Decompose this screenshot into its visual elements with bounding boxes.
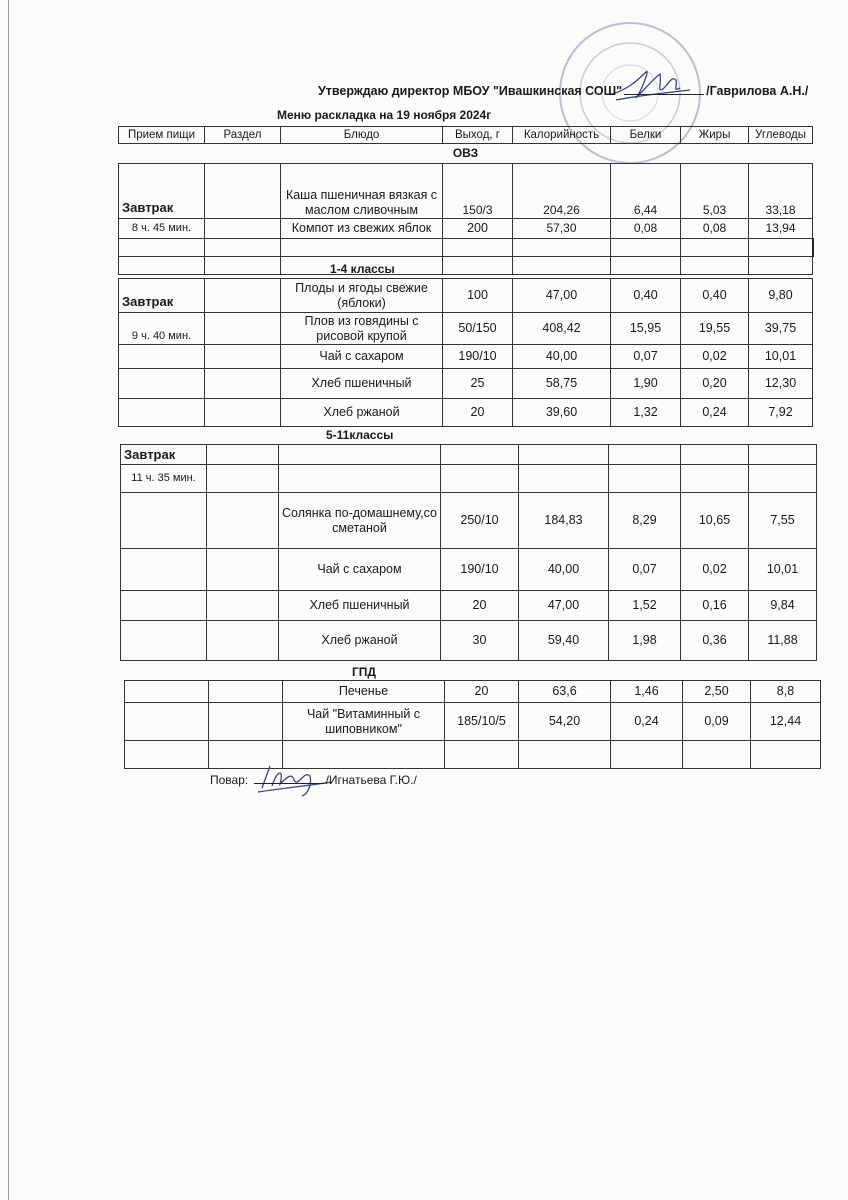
fat-value: 0,16 [681, 591, 749, 621]
yield-value: 100 [443, 279, 513, 313]
carb-value: 7,55 [749, 493, 817, 549]
yield-value: 20 [443, 399, 513, 427]
dish-name: Хлеб ржаной [279, 621, 441, 661]
kcal-value: 63,6 [519, 681, 611, 703]
fat-value: 0,40 [681, 279, 749, 313]
protein-value: 1,90 [611, 369, 681, 399]
carb-value: 12,30 [749, 369, 813, 399]
table-row [125, 703, 821, 741]
dish-name: Компот из свежих яблок [281, 219, 443, 239]
table-row [121, 465, 817, 493]
section-cell [207, 493, 279, 549]
kcal-value: 40,00 [513, 345, 611, 369]
section-cell [205, 279, 281, 313]
kcal-value: 47,00 [513, 279, 611, 313]
meal-time: 8 ч. 45 мин. [119, 219, 205, 239]
yield-value: 50/150 [443, 313, 513, 345]
carb-value: 12,44 [751, 703, 821, 741]
fat-value: 0,09 [683, 703, 751, 741]
menu-table-gpd [124, 680, 821, 769]
section-title-5-11: 5-11классы [326, 428, 394, 442]
yield-value: 20 [441, 591, 519, 621]
carb-value: 11,88 [749, 621, 817, 661]
cook-signature-line [254, 783, 324, 784]
col-carb: Углеводы [749, 127, 813, 144]
table-row-empty [119, 239, 813, 257]
col-fat: Жиры [681, 127, 749, 144]
meal-cell [125, 681, 209, 703]
protein-value: 0,07 [609, 549, 681, 591]
carb-value: 9,80 [749, 279, 813, 313]
table-header-row [119, 127, 813, 144]
meal-cell [119, 369, 205, 399]
approval-text: Утверждаю директор МБОУ "Ивашкинская СОШ" [318, 84, 623, 98]
section-title-1-4: 1-4 классы [330, 262, 395, 276]
meal-label: Завтрак [119, 164, 205, 219]
director-signature-line [624, 94, 704, 95]
menu-table-5-11 [120, 444, 817, 661]
director-name: /Гаврилова А.Н./ [706, 84, 809, 98]
table-row [121, 549, 817, 591]
yield-value: 190/10 [441, 549, 519, 591]
section-title-ovz: ОВЗ [119, 144, 813, 164]
section-cell [209, 703, 283, 741]
carb-value: 10,01 [749, 345, 813, 369]
meal-cell [121, 493, 207, 549]
section-cell [205, 313, 281, 345]
section-cell [207, 621, 279, 661]
cook-name: /Игнатьева Г.Ю./ [325, 773, 417, 787]
kcal-value: 59,40 [519, 621, 609, 661]
dish-name: Каша пшеничная вязкая с маслом сливочным [281, 164, 443, 219]
table-row [121, 621, 817, 661]
section-cell [207, 549, 279, 591]
protein-value: 15,95 [611, 313, 681, 345]
section-row-ovz [119, 144, 813, 164]
table-row-empty [119, 257, 813, 275]
kcal-value: 47,00 [519, 591, 609, 621]
carb-value: 7,92 [749, 399, 813, 427]
table-row [119, 345, 813, 369]
dish-name: Чай с сахаром [281, 345, 443, 369]
meal-time: 9 ч. 40 мин. [119, 313, 205, 345]
kcal-value: 54,20 [519, 703, 611, 741]
dish-name: Плов из говядины с рисовой крупой [281, 313, 443, 345]
table-row [119, 164, 813, 219]
meal-cell [121, 591, 207, 621]
col-dish: Блюдо [281, 127, 443, 144]
meal-cell [119, 399, 205, 427]
table-row [121, 445, 817, 465]
fat-value: 2,50 [683, 681, 751, 703]
kcal-value: 184,83 [519, 493, 609, 549]
fat-value: 0,02 [681, 549, 749, 591]
dish-name: Плоды и ягоды свежие (яблоки) [281, 279, 443, 313]
dish-name: Чай с сахаром [279, 549, 441, 591]
meal-time: 11 ч. 35 мин. [121, 465, 207, 493]
section-cell [207, 591, 279, 621]
protein-value: 0,07 [611, 345, 681, 369]
table-row [119, 313, 813, 345]
table-row-empty [125, 741, 821, 769]
yield-value: 250/10 [441, 493, 519, 549]
protein-value: 1,98 [609, 621, 681, 661]
meal-cell [125, 703, 209, 741]
yield-value: 20 [445, 681, 519, 703]
protein-value: 1,52 [609, 591, 681, 621]
menu-title: Меню раскладка на 19 ноября 2024г [277, 108, 492, 122]
col-meal: Прием пищи [119, 127, 205, 144]
table-row [125, 681, 821, 703]
table-row [119, 399, 813, 427]
dish-name: Солянка по-домашнему,со сметаной [279, 493, 441, 549]
fat-value: 0,08 [681, 219, 749, 239]
section-title-gpd: ГПД [352, 665, 376, 679]
section-cell [205, 369, 281, 399]
dish-name: Чай "Витаминный с шиповником" [283, 703, 445, 741]
fat-value: 0,20 [681, 369, 749, 399]
table-row [119, 369, 813, 399]
col-yield: Выход, г [443, 127, 513, 144]
kcal-value: 40,00 [519, 549, 609, 591]
protein-value: 0,08 [611, 219, 681, 239]
section-cell [209, 681, 283, 703]
dish-name: Хлеб ржаной [281, 399, 443, 427]
protein-value: 0,24 [611, 703, 683, 741]
carb-value: 33,18 [749, 164, 813, 219]
protein-value: 1,46 [611, 681, 683, 703]
carb-value: 8,8 [751, 681, 821, 703]
kcal-value: 58,75 [513, 369, 611, 399]
yield-value: 200 [443, 219, 513, 239]
fat-value: 19,55 [681, 313, 749, 345]
kcal-value: 204,26 [513, 164, 611, 219]
section-cell [205, 399, 281, 427]
fat-value: 5,03 [681, 164, 749, 219]
col-protein: Белки [611, 127, 681, 144]
fat-value: 0,36 [681, 621, 749, 661]
meal-label: Завтрак [119, 279, 205, 313]
protein-value: 1,32 [611, 399, 681, 427]
table-row [119, 219, 813, 239]
section-cell [205, 164, 281, 219]
carb-value: 9,84 [749, 591, 817, 621]
dish-name: Хлеб пшеничный [281, 369, 443, 399]
section-cell [205, 345, 281, 369]
meal-cell [121, 549, 207, 591]
table-row [121, 591, 817, 621]
yield-value: 150/3 [443, 164, 513, 219]
col-kcal: Калорийность [513, 127, 611, 144]
dish-name: Хлеб пшеничный [279, 591, 441, 621]
fat-value: 0,02 [681, 345, 749, 369]
fat-value: 10,65 [681, 493, 749, 549]
menu-table-ovz [118, 126, 814, 275]
yield-value: 190/10 [443, 345, 513, 369]
yield-value: 25 [443, 369, 513, 399]
protein-value: 0,40 [611, 279, 681, 313]
protein-value: 8,29 [609, 493, 681, 549]
meal-label: Завтрак [121, 445, 207, 465]
cook-line [210, 773, 417, 787]
carb-value: 10,01 [749, 549, 817, 591]
col-section: Раздел [205, 127, 281, 144]
dish-name: Печенье [283, 681, 445, 703]
section-cell [205, 219, 281, 239]
meal-cell [119, 345, 205, 369]
carb-value: 39,75 [749, 313, 813, 345]
carb-value: 13,94 [749, 219, 813, 239]
cook-label: Повар: [210, 773, 249, 787]
scan-edge-line [8, 0, 9, 1200]
kcal-value: 57,30 [513, 219, 611, 239]
yield-value: 185/10/5 [445, 703, 519, 741]
protein-value: 6,44 [611, 164, 681, 219]
kcal-value: 408,42 [513, 313, 611, 345]
meal-cell [121, 621, 207, 661]
fat-value: 0,24 [681, 399, 749, 427]
approval-line [318, 84, 808, 98]
yield-value: 30 [441, 621, 519, 661]
table-row [119, 279, 813, 313]
table-row [121, 493, 817, 549]
kcal-value: 39,60 [513, 399, 611, 427]
menu-table-1-4 [118, 278, 813, 427]
